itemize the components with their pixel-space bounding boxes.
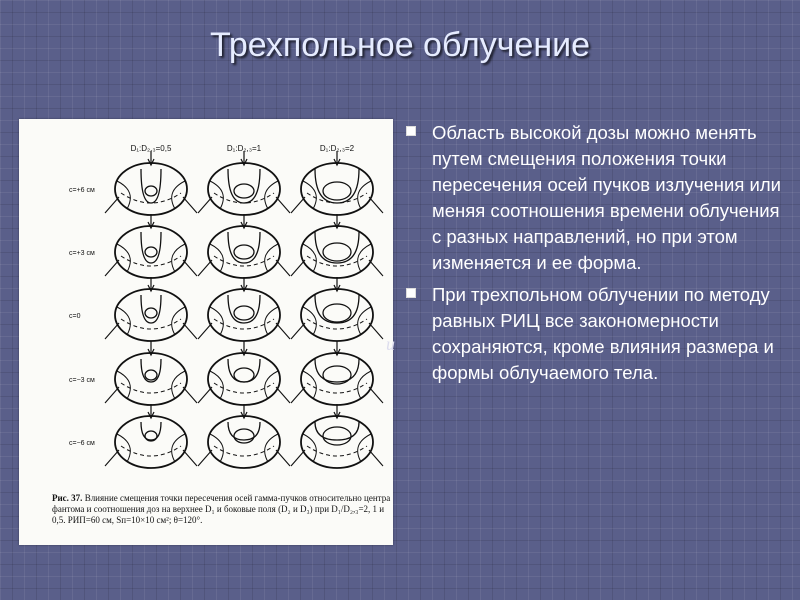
figure-caption — [52, 493, 392, 526]
left-beam-arrow — [291, 387, 305, 403]
row-label: c=−6 см — [69, 440, 95, 447]
right-beam-arrow — [183, 387, 197, 403]
phantom-outline — [115, 353, 187, 405]
high-dose-region — [145, 186, 157, 196]
bullet-text: При трехпольном облучении по методу равных РИЦ все закономерности сохраняются, кроме влияния размера и формы облучаемого тела. — [432, 284, 774, 383]
left-beam-arrow — [105, 197, 119, 213]
phantom-outline — [115, 416, 187, 468]
left-beam-arrow — [198, 260, 212, 276]
left-beam-arrow — [291, 197, 305, 213]
isodose-contour — [228, 359, 260, 382]
phantom-outline — [115, 226, 187, 278]
bullet-item — [404, 120, 788, 276]
left-beam-arrow — [105, 323, 119, 339]
high-dose-region — [323, 243, 351, 261]
row-label: c=+6 см — [69, 187, 95, 194]
left-beam-arrow — [198, 323, 212, 339]
right-beam-arrow — [276, 387, 290, 403]
isodose-cell — [105, 341, 197, 405]
bullet-text: Область высокой дозы можно менять путем смещения положения точки пересечения осей пучков излучения или меняя соотношения времени облучения с разных направлений, но при этом изменяется и ее форма. — [432, 122, 781, 273]
isodose-cell — [198, 277, 290, 341]
isodose-contour — [228, 422, 260, 440]
left-beam-arrow — [291, 450, 305, 466]
isodose-contour — [228, 295, 260, 323]
isodose-cell — [105, 151, 197, 215]
phantom-outline — [115, 289, 187, 341]
isodose-cell — [291, 277, 383, 341]
row-label: c=−3 см — [69, 377, 95, 384]
right-beam-arrow — [276, 260, 290, 276]
left-beam-arrow — [105, 387, 119, 403]
left-beam-arrow — [291, 260, 305, 276]
phantom-outline — [301, 163, 373, 215]
phantom-outline — [301, 226, 373, 278]
caption-text: Влияние смещения точки пересечения осей гамма-пучков относительно центра фантома и соотношения доз на верхнее D₁ и боковые поля (D₂ и D₃) при D₁/D₂,₃=2, 1 и 0,5. РИП=60 см, Sп=10×10 см²; θ=120°. — [52, 493, 391, 525]
isodose-cell — [291, 214, 383, 278]
right-beam-arrow — [369, 387, 383, 403]
phantom-outline — [208, 289, 280, 341]
isodose-contour — [315, 422, 359, 440]
left-beam-arrow — [198, 450, 212, 466]
high-dose-region — [145, 370, 157, 380]
high-dose-region — [234, 245, 254, 259]
left-beam-arrow — [198, 387, 212, 403]
isodose-diagram-grid — [19, 119, 393, 545]
isodose-contour — [315, 359, 359, 382]
high-dose-region — [234, 368, 254, 382]
phantom-outline — [208, 226, 280, 278]
isodose-cell — [198, 151, 290, 215]
phantom-outline — [115, 163, 187, 215]
phantom-outline — [301, 416, 373, 468]
isodose-contour — [315, 232, 359, 263]
row-label: c=0 — [69, 313, 81, 320]
left-beam-arrow — [198, 197, 212, 213]
right-beam-arrow — [276, 323, 290, 339]
column-label: D₁:D₂,₃=1 — [226, 144, 262, 153]
slide-title: Трехпольное облучение — [209, 26, 591, 64]
right-beam-arrow — [276, 197, 290, 213]
high-dose-region — [145, 247, 157, 257]
phantom-outline — [208, 163, 280, 215]
bullet-list — [404, 120, 788, 392]
dose-distribution-figure — [19, 119, 393, 545]
right-beam-arrow — [369, 260, 383, 276]
isodose-cell — [291, 341, 383, 405]
stray-glyph: и — [386, 334, 395, 354]
left-beam-arrow — [105, 260, 119, 276]
caption-label: Рис. 37. — [52, 493, 83, 503]
isodose-cell — [198, 341, 290, 405]
isodose-contour — [141, 295, 161, 323]
right-beam-arrow — [183, 450, 197, 466]
phantom-outline — [301, 289, 373, 341]
left-beam-arrow — [105, 450, 119, 466]
high-dose-region — [323, 182, 351, 200]
right-beam-arrow — [183, 323, 197, 339]
isodose-cell — [105, 404, 197, 468]
isodose-cell — [198, 404, 290, 468]
high-dose-region — [145, 308, 157, 318]
right-beam-arrow — [369, 197, 383, 213]
high-dose-region — [323, 427, 351, 445]
high-dose-region — [234, 306, 254, 320]
right-beam-arrow — [183, 197, 197, 213]
isodose-contour — [315, 169, 359, 203]
isodose-cell — [198, 214, 290, 278]
column-label: D₁:D₂,₃=2 — [319, 144, 355, 153]
high-dose-region — [234, 184, 254, 198]
bullet-item — [404, 282, 788, 386]
right-beam-arrow — [369, 450, 383, 466]
right-beam-arrow — [369, 323, 383, 339]
high-dose-region — [234, 429, 254, 443]
phantom-outline — [301, 353, 373, 405]
high-dose-region — [323, 366, 351, 384]
isodose-cell — [291, 404, 383, 468]
column-label: D₁:D₂,₃=0,5 — [130, 144, 172, 153]
square-bullet-icon — [406, 288, 416, 298]
isodose-cell — [291, 151, 383, 215]
right-beam-arrow — [183, 260, 197, 276]
right-beam-arrow — [276, 450, 290, 466]
isodose-cell — [105, 214, 197, 278]
phantom-outline — [208, 353, 280, 405]
phantom-outline — [208, 416, 280, 468]
left-beam-arrow — [291, 323, 305, 339]
square-bullet-icon — [406, 126, 416, 136]
high-dose-region — [323, 304, 351, 322]
row-label: c=+3 см — [69, 250, 95, 257]
isodose-contour — [315, 295, 359, 323]
isodose-cell — [105, 277, 197, 341]
